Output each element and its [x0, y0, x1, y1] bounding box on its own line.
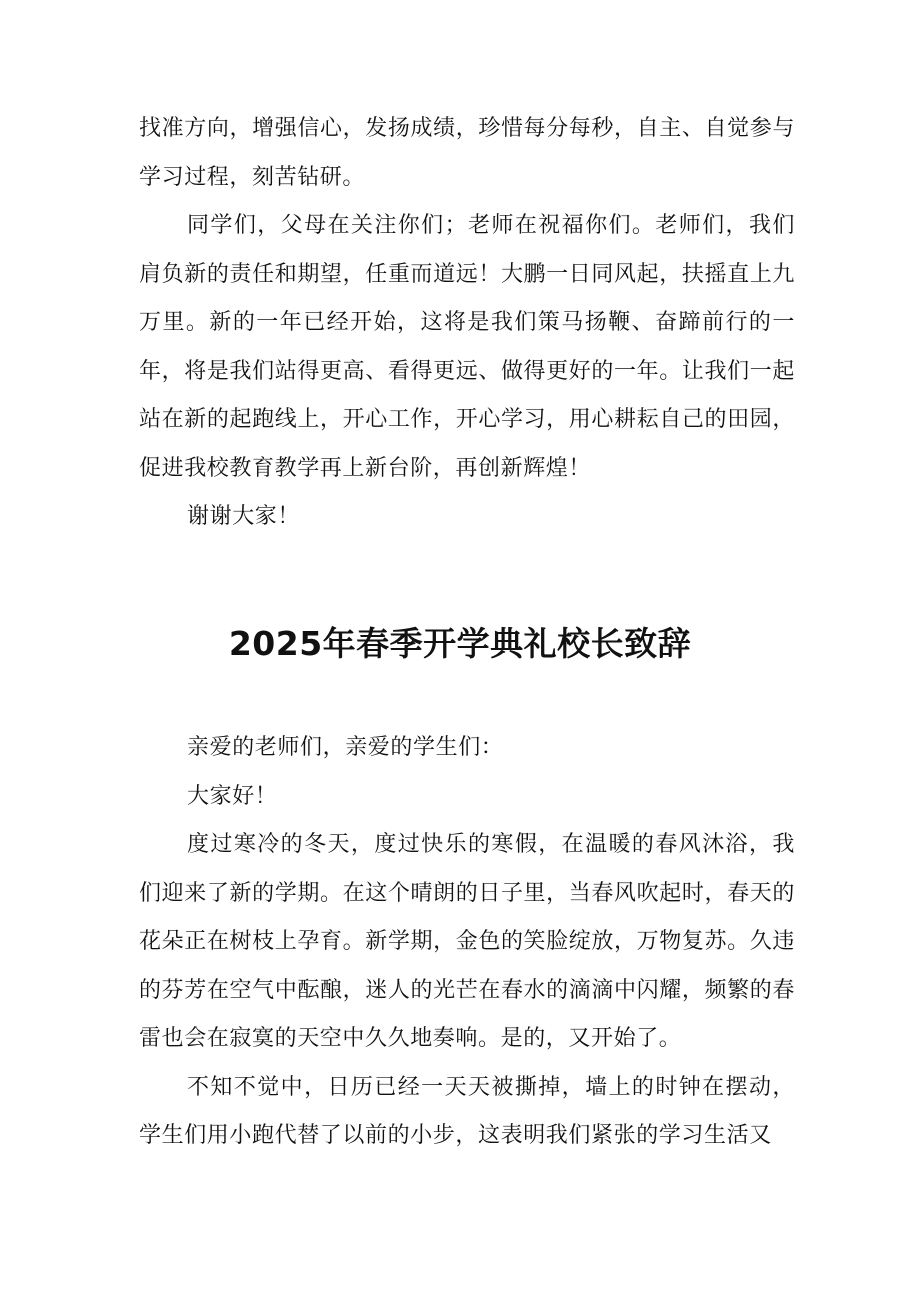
body-paragraph: 度过寒冷的冬天，度过快乐的寒假，在温暖的春风沐浴，我们迎来了新的学期。在这个晴朗的日子里，当春风吹起时，春天的花朵正在树枝上孕育。新学期，金色的笑脸绽放，万物复苏。久违的芬芳在空气中酝酿，迷人的光芒在春水的滴滴中闪耀，频繁的春雷也会在寂寞的天空中久久地奏响。是的，又开始了。 [139, 832, 795, 1051]
article-title: 2025年春季开学典礼校长致辞 [228, 624, 692, 663]
closing-line: 谢谢大家！ [187, 504, 301, 529]
body-paragraph: 同学们，父母在关注你们；老师在祝福你们。老师们，我们肩负新的责任和期望，任重而道远！大鹏一日同风起，扶摇直上九万里。新的一年已经开始，这将是我们策马扬鞭、奋蹄前行的一年，将是我们站得更高、看得更远、做得更好的一年。让我们一起站在新的起跑线上，开心工作，开心学习，用心耕耘自己的田园，促进我校教育教学再上新台阶，再创新辉煌！ [139, 213, 795, 481]
salutation: 亲爱的老师们，亲爱的学生们： [187, 735, 504, 760]
greeting: 大家好！ [187, 783, 278, 809]
continued-paragraph: 找准方向，增强信心，发扬成绩，珍惜每分每秒，自主、自觉参与学习过程，刻苦钻研。 [139, 116, 795, 190]
body-paragraph: 不知不觉中，日历已经一天天被撕掉，墙上的时钟在摆动，学生们用小跑代替了以前的小步，这表明我们紧张的学习生活又 [139, 1074, 795, 1148]
article-body [139, 724, 795, 1161]
previous-speech-ending [139, 105, 795, 542]
